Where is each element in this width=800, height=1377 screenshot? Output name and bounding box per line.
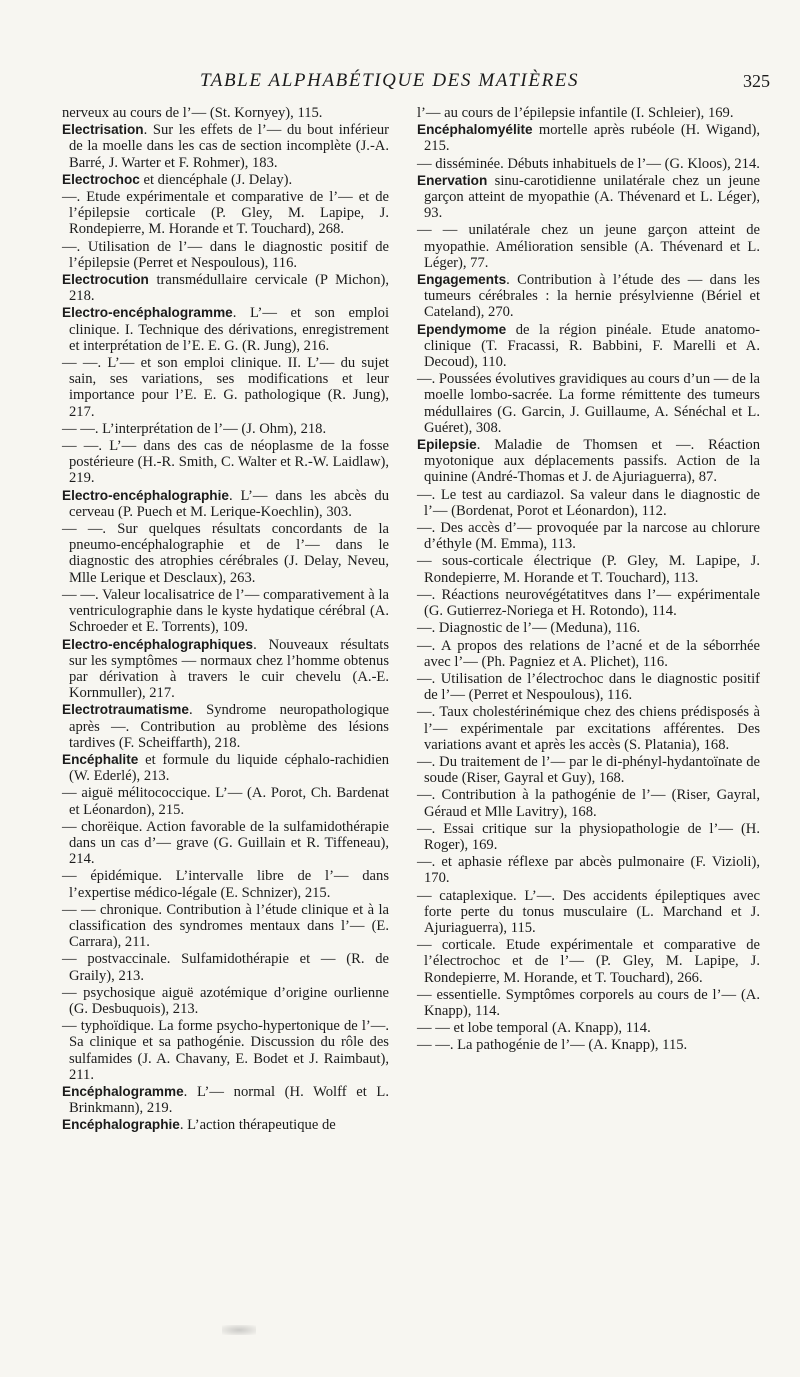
index-entry: —. Essai critique sur la physiopathologie de l’— (H. Roger), 169. — [417, 820, 760, 853]
index-entry: —. Utilisation de l’— dans le diagnostic positif de l’épilepsie (Perret et Nespoulous), 116. — [62, 238, 389, 271]
ink-smudge — [222, 1325, 256, 1335]
index-entry: — —. Sur quelques résultats concordants de la pneumo-encéphalographie et de l’— dans le diagnostic des atrophies cérébrales (J. Delay, Neveu, Mlle Lerique et Desclaux), 263. — [62, 521, 389, 586]
index-entry: — essentielle. Symptômes corporels au cours de l’— (A. Knapp), 114. — [417, 986, 760, 1019]
right-column — [417, 105, 760, 1055]
index-entry: — cataplexique. L’—. Des accidents épileptiques avec forte perte du tonus musculaire (L. Marchand et J. Ajuriaguerra), 115. — [417, 887, 760, 936]
index-entry: Electrisation. Sur les effets de l’— du bout inférieur de la moelle dans les cas de section incomplète (J.-A. Barré, J. Warter et F. Rohmer), 183. — [62, 122, 389, 171]
index-entry: nerveux au cours de l’— (St. Kornyey), 115. — [62, 105, 323, 121]
index-entry: —. Contribution à la pathogénie de l’— (Riser, Gayral, Géraud et Mlle Lavitry), 168. — [417, 787, 760, 820]
index-entry: — — unilatérale chez un jeune garçon atteint de myopathie. Amélioration sensible (A. Thévenard et L. Léger), 77. — [417, 222, 760, 271]
index-entry: Encéphalogramme. L’— normal (H. Wolff et L. Brinkmann), 219. — [62, 1083, 389, 1117]
index-entry: —. Poussées évolutives gravidiques au cours d’un — de la moelle lombo-sacrée. La forme rémittente des tumeurs médullaires (G. Garcin, J. Guillaume, A. Sénéchal et L. Guéret), 308. — [417, 371, 760, 436]
index-entry: Encéphalite et formule du liquide céphalo-rachidien (W. Ederlé), 213. — [62, 751, 389, 785]
index-entry: — sous-corticale électrique (P. Gley, M. Lapipe, J. Rondepierre, M. Horande et T. Touchard), 113. — [417, 553, 760, 586]
index-entry: Electro-encéphalographiques. Nouveaux résultats sur les symptômes — normaux chez l’homme obtenus par dérivation à travers le cuir chevelu (A.-E. Kornmuller), 217. — [62, 636, 389, 702]
index-entry: — corticale. Etude expérimentale et comparative de l’électrochoc et de l’— (P. Gley, M. Lapipe, J. Rondepierre, M. Horande, et T. Touchard), 266. — [417, 937, 760, 986]
index-entry: — —. Valeur localisatrice de l’— comparativement à la ventriculographie dans le kyste hydatique cérébral (A. Schroeder et E. Torrents), 109. — [62, 586, 389, 636]
index-entry: —. Diagnostic de l’— (Meduna), 116. — [417, 620, 641, 637]
index-entry: — postvaccinale. Sulfamidothérapie et — (R. de Graily), 213. — [62, 951, 389, 984]
index-entry: —. Réactions neurovégétatitves dans l’— expérimentale (G. Gutierrez-Noriega et H. Rotondo), 114. — [417, 586, 760, 620]
running-title: TABLE ALPHABÉTIQUE DES MATIÈRES — [200, 70, 580, 91]
index-entry: — typhoïdique. La forme psycho-hypertonique de l’—. Sa clinique et sa pathogénie. Discussion du rôle des sulfamides (J. A. Chavany, E. Bodet et J. Raimbaut), 211. — [62, 1018, 389, 1083]
index-entry: —. Du traitement de l’— par le di-phényl-hydantoïnate de soude (Riser, Gayral et Guy), 168. — [417, 753, 760, 787]
index-entry: Encéphalomyélite mortelle après rubéole (H. Wigand), 215. — [417, 122, 760, 155]
index-entry: —. Taux cholestérinémique chez des chiens prédisposés à l’— expérimentale par excitations afférentes. Des variations avant et après les accès (S. Platania), 168. — [417, 704, 760, 753]
index-entry: — épidémique. L’intervalle libre de l’— dans l’expertise médico-légale (E. Schnizer), 215. — [62, 868, 389, 901]
index-entry: — chorëique. Action favorable de la sulfamidothérapie dans un cas d’— grave (G. Guillain et R. Tiffeneau), 214. — [62, 818, 389, 868]
index-entry: — psychosique aiguë azotémique d’origine ourlienne (G. Desbuquois), 213. — [62, 984, 389, 1017]
index-entry: Encéphalographie. L’action thérapeutique de — [62, 1117, 336, 1134]
index-entry: —. A propos des relations de l’acné et de la séborrhée avec l’— (Ph. Pagniez et A. Plichet), 116. — [417, 637, 760, 670]
index-entry: Enervation sinu-carotidienne unilatérale chez un jeune garçon atteint de myopathie (A. Thévenard et L. Léger), 93. — [417, 172, 760, 222]
index-entry: l’— au cours de l’épilepsie infantile (I. Schleier), 169. — [417, 105, 734, 121]
index-entry: Electro-encéphalogramme. L’— et son emploi clinique. I. Technique des dérivations, enregistrement et interprétation de l’E. E. G. (R. Jung), 216. — [62, 305, 389, 354]
index-entry: — aiguë mélitococcique. L’— (A. Porot, Ch. Bardenat et Léonardon), 215. — [62, 785, 389, 818]
index-entry: —. Utilisation de l’électrochoc dans le diagnostic positif de l’— (Perret et Nespoulous), 116. — [417, 670, 760, 704]
index-entry: — —. L’— dans des cas de néoplasme de la fosse postérieure (H.-R. Smith, C. Walter et R.-W. Laidlaw), 219. — [62, 438, 389, 487]
index-entry: Electrotraumatisme. Syndrome neuropathologique après —. Contribution au problème des lésions tardives (F. Scheiffarth), 218. — [62, 702, 389, 751]
index-entry: — —. La pathogénie de l’— (A. Knapp), 115. — [417, 1037, 688, 1054]
index-entry: —. Etude expérimentale et comparative de l’— et de l’épilepsie corticale (P. Gley, M. Lapipe, J. Rondepierre, M. Horande et T. Touchard), 268. — [62, 189, 389, 238]
index-entry: — disséminée. Débuts inhabituels de l’— (G. Kloos), 214. — [417, 155, 760, 172]
index-entry: Electro-encéphalographie. L’— dans les abcès du cerveau (P. Puech et M. Lerique-Koechlin), 303. — [62, 487, 389, 520]
index-entry: — — et lobe temporal (A. Knapp), 114. — [417, 1020, 651, 1037]
page-number: 325 — [743, 71, 770, 91]
index-entry: Engagements. Contribution à l’étude des — dans les tumeurs cérébrales : la hernie présylvienne (Bériel et Cateland), 270. — [417, 272, 760, 321]
index-entry: Epilepsie. Maladie de Thomsen et —. Réaction myotonique aux déplacements passifs. Action de la quinine (André-Thomas et J. de Ajuriaguerra), 87. — [417, 437, 760, 486]
index-entry: Electrochoc et diencéphale (J. Delay). — [62, 171, 293, 188]
index-entry: — —. L’interprétation de l’— (J. Ohm), 218. — [62, 420, 327, 437]
index-entry: —. et aphasie réflexe par abcès pulmonaire (F. Vizioli), 170. — [417, 854, 760, 887]
index-entry: —. Le test au cardiazol. Sa valeur dans le diagnostic de l’— (Bordenat, Porot et Léonardon), 112. — [417, 486, 760, 519]
index-entry: Ependymome de la région pinéale. Etude anatomo-clinique (T. Fracassi, R. Babbini, F. Marelli et A. Decoud), 110. — [417, 321, 760, 371]
page-header — [60, 70, 770, 96]
index-entry: Electrocution transmédullaire cervicale (P Michon), 218. — [62, 272, 389, 305]
left-column — [62, 105, 389, 1135]
index-entry: — — chronique. Contribution à l’étude clinique et à la classification des syndromes mentaux dans l’— (E. Carrara), 211. — [62, 901, 389, 951]
index-entry: —. Des accès d’— provoquée par la narcose au chlorure d’éthyle (M. Emma), 113. — [417, 520, 760, 553]
index-entry: — —. L’— et son emploi clinique. II. L’— du sujet sain, ses variations, ses modifications et leur importance pour l’E. E. G. pathologique (R. Jung), 217. — [62, 355, 389, 420]
